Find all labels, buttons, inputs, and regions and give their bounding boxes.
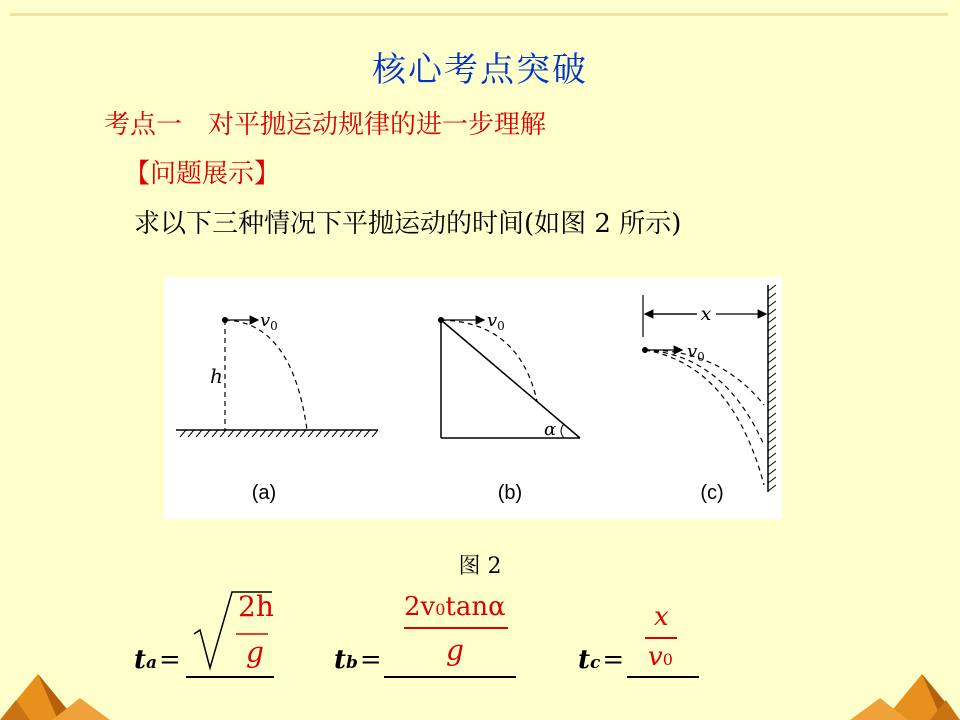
answer-c-denominator: v0: [648, 642, 673, 672]
answer-c-fraction-bar: [645, 637, 677, 639]
v0-label-b: $v_0$: [487, 310, 505, 333]
answer-c-blank: [627, 676, 699, 678]
x-label: x: [700, 303, 712, 325]
panel-label-a: (a): [251, 482, 277, 504]
incline-slope: [441, 320, 580, 438]
panel-label-c: (c): [700, 482, 724, 504]
answer-c-label: tc=: [578, 645, 625, 675]
figure-caption: 图 2: [458, 554, 502, 579]
trajectory-a: [225, 320, 307, 430]
answer-a-label: ta=: [134, 645, 181, 675]
subtitle: 考点一 对平抛运动规律的进一步理解: [104, 110, 547, 140]
trajectory-c1: [645, 350, 764, 445]
top-rule: [10, 13, 948, 16]
diagram-b: [438, 310, 580, 504]
h-label-a: h: [210, 364, 223, 388]
v0-label-c: $v_0$: [687, 341, 705, 364]
answer-b-denominator: g: [446, 634, 464, 667]
ground-hatch: [180, 430, 378, 437]
angle-arc: [561, 424, 564, 438]
alpha-label: α: [544, 419, 557, 440]
slide-title: 核心考点突破: [372, 50, 588, 90]
answer-b-fraction-bar: [404, 627, 508, 629]
figure-panel: [164, 277, 782, 519]
answer-b-blank: [384, 676, 516, 678]
diagram-c: [642, 285, 776, 504]
answer-a-denominator: g: [246, 636, 264, 669]
answer-c-numerator: x: [654, 602, 669, 632]
answer-a-blank: [186, 676, 274, 678]
answer-a-numerator: 2h: [238, 590, 274, 623]
trajectory-c2: [645, 350, 764, 485]
answer-b-numerator: 2v0tanα: [404, 592, 506, 622]
v0-label-a: $v_0$: [260, 310, 278, 333]
panel-label-b: (b): [497, 482, 523, 504]
question-text: 求以下三种情况下平抛运动的时间(如图 2 所示): [134, 209, 682, 239]
section-tag: 【问题展示】: [124, 159, 281, 189]
figure-svg: [164, 277, 782, 519]
answer-b-label: tb=: [334, 645, 382, 675]
diagram-a: [176, 310, 378, 504]
corner-decoration-right: [850, 670, 960, 720]
corner-decoration-left: [0, 670, 110, 720]
wall-hatch: [768, 285, 776, 491]
